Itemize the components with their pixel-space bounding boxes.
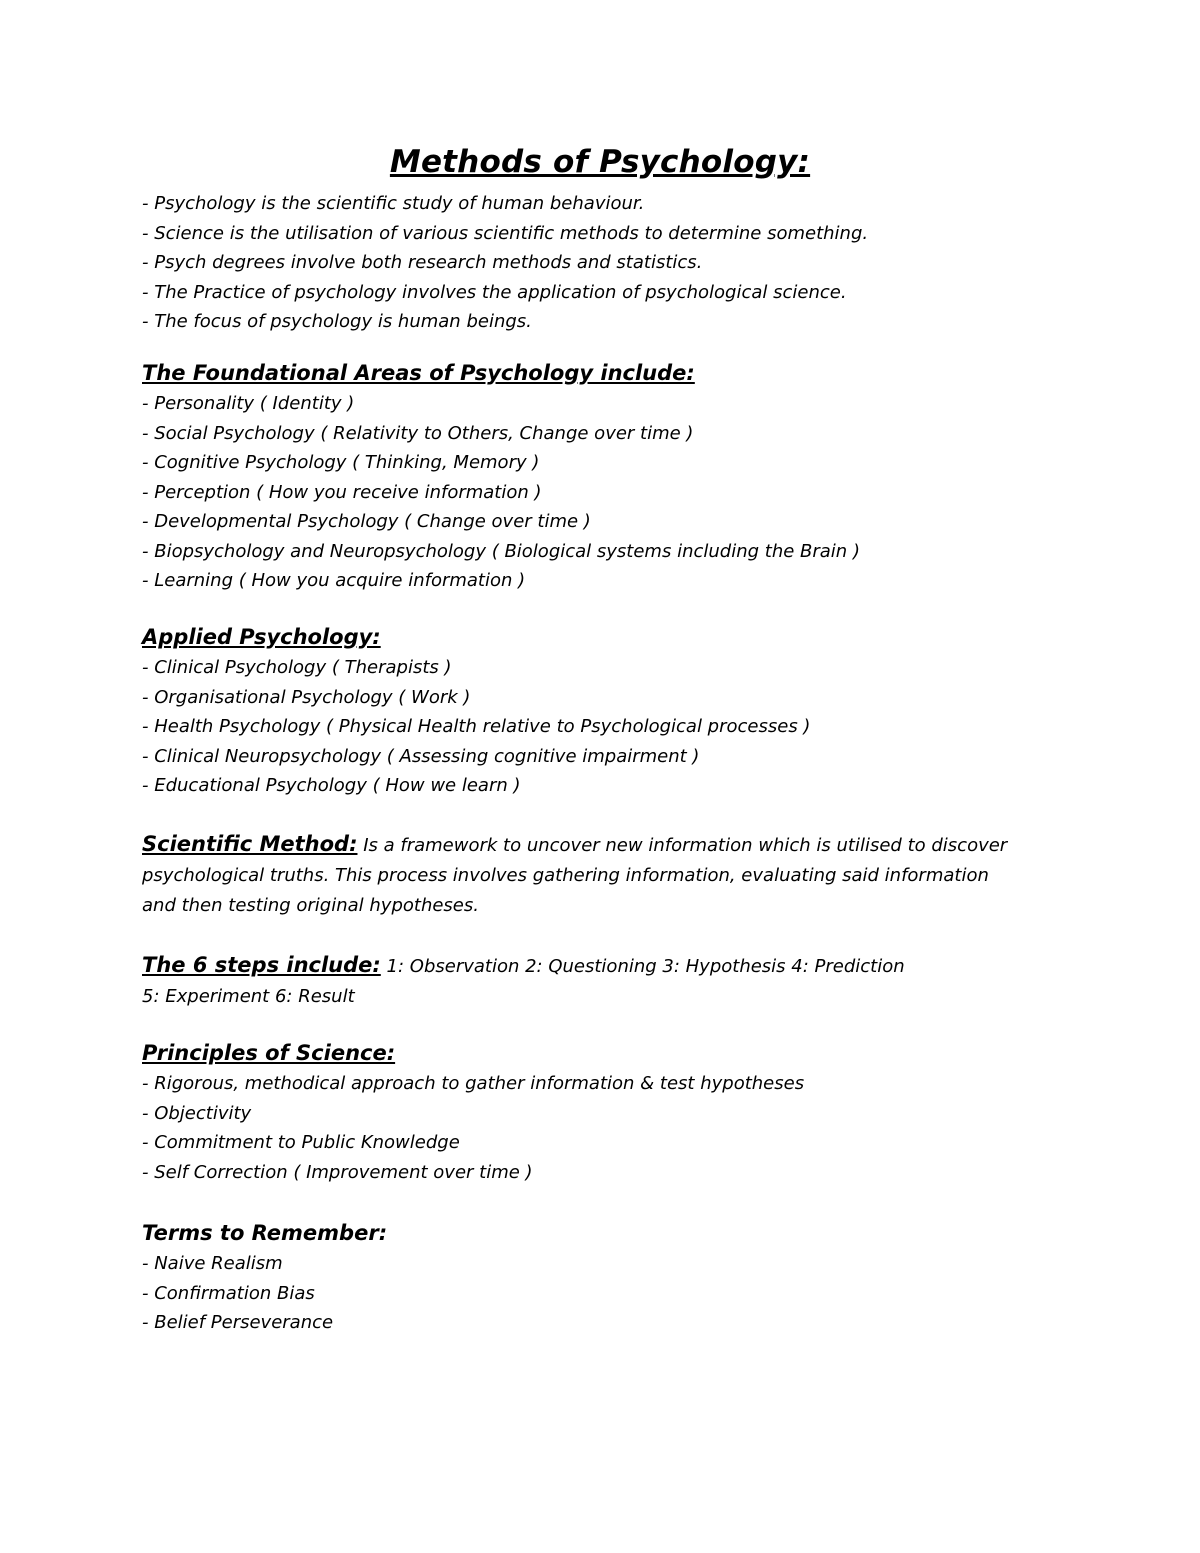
foundational-section [142, 357, 1062, 596]
list-item: - The Practice of psychology involves the application of psychological science. [142, 281, 847, 303]
paragraph-line: and then testing original hypotheses. [142, 895, 479, 916]
list-item: - Personality ( Identity ) [142, 393, 355, 414]
scientific-method-section [142, 829, 1062, 921]
terms-section [142, 1217, 1062, 1338]
paragraph-line: 5: Experiment 6: Result [142, 986, 355, 1007]
paragraph-line: psychological truths. This process involves gathering information, evaluating said information [142, 865, 989, 886]
paragraph-text: 1: Observation 2: Questioning 3: Hypothesis 4: Prediction [386, 956, 905, 977]
section-heading: The Foundational Areas of Psychology include: [142, 361, 695, 385]
list-item: - Commitment to Public Knowledge [142, 1132, 460, 1153]
list-item: - Belief Perseverance [142, 1312, 334, 1333]
list-item: - Confirmation Bias [142, 1282, 315, 1304]
intro-list [142, 189, 1062, 337]
list-item: - Perception ( How you receive information ) [142, 481, 542, 503]
page-title: Methods of Psychology: [389, 144, 811, 180]
list-item: - Learning ( How you acquire information ) [142, 570, 526, 591]
paragraph-text: Is a framework to uncover new information which is utilised to discover [363, 835, 1008, 856]
list-item: - Science is the utilisation of various scientific methods to determine something. [142, 222, 869, 244]
list-item: - Cognitive Psychology ( Thinking, Memory ) [142, 452, 540, 473]
list-item: - Rigorous, methodical approach to gather information & test hypotheses [142, 1073, 805, 1094]
principles-section [142, 1037, 1062, 1187]
six-steps-section [142, 950, 1062, 1012]
list-item: - Psych degrees involve both research methods and statistics. [142, 252, 703, 273]
list-item: - Developmental Psychology ( Change over time ) [142, 511, 591, 532]
list-item: - Social Psychology ( Relativity to Others, Change over time ) [142, 422, 694, 444]
section-heading: Applied Psychology: [142, 625, 381, 649]
list-item: - Clinical Neuropsychology ( Assessing cognitive impairment ) [142, 745, 700, 767]
list-item: - Naive Realism [142, 1253, 283, 1274]
applied-section [142, 621, 1062, 801]
paragraph-line [142, 829, 1062, 861]
list-item: - Objectivity [142, 1102, 252, 1124]
list-item: - Psychology is the scientific study of human behaviour. [142, 193, 645, 214]
list-item: - Health Psychology ( Physical Health relative to Psychological processes ) [142, 716, 811, 737]
list-item: - Biopsychology and Neuropsychology ( Biological systems including the Brain ) [142, 540, 860, 562]
section-heading: The 6 steps include: [142, 953, 381, 977]
section-heading: Principles of Science: [142, 1041, 396, 1065]
section-heading: Scientific Method: [142, 832, 358, 856]
list-item: - The focus of psychology is human beings. [142, 311, 532, 332]
list-item: - Organisational Psychology ( Work ) [142, 686, 471, 708]
paragraph-line [142, 950, 1062, 982]
section-heading: Terms to Remember: [142, 1221, 388, 1245]
list-item: - Educational Psychology ( How we learn ) [142, 775, 521, 796]
list-item: - Clinical Psychology ( Therapists ) [142, 657, 452, 678]
list-item: - Self Correction ( Improvement over time ) [142, 1161, 533, 1183]
